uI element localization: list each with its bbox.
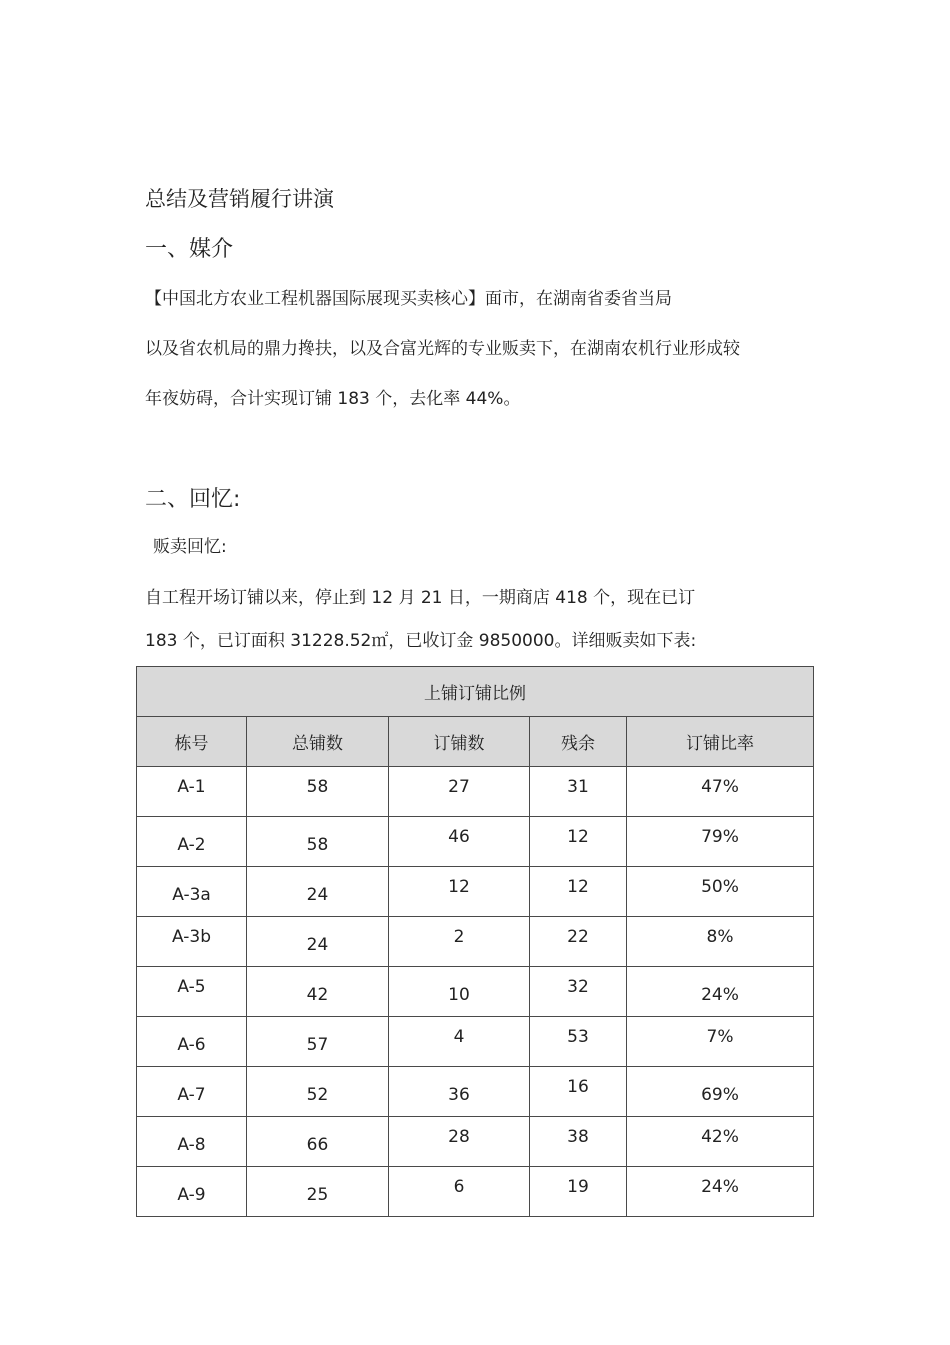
table-cell: 66 bbox=[306, 1135, 329, 1155]
table-row bbox=[137, 1067, 814, 1117]
table-cell: 27 bbox=[448, 777, 470, 797]
table-cell: 58 bbox=[306, 777, 329, 797]
table-cell: 28 bbox=[448, 1127, 470, 1147]
table-cell: A-9 bbox=[177, 1185, 206, 1205]
table-cell: 16 bbox=[567, 1077, 589, 1097]
table-cell: 69% bbox=[701, 1085, 739, 1105]
table-cell: 24 bbox=[306, 885, 329, 905]
table-cell: A-5 bbox=[177, 977, 206, 997]
section1-heading: 一、媒介 bbox=[145, 237, 234, 262]
table-cell: 4 bbox=[453, 1027, 465, 1047]
table-cell: 57 bbox=[306, 1035, 329, 1055]
table-cell: 50% bbox=[701, 877, 739, 897]
table-cell: 8% bbox=[706, 927, 734, 947]
table-cell: 42% bbox=[701, 1127, 739, 1147]
table-cell: 79% bbox=[701, 827, 739, 847]
section1-paragraph-line: 以及省农机局的鼎力搀扶，以及合富光辉的专业贩卖下，在湖南农机行业形成较 bbox=[145, 339, 740, 359]
table-cell: A-6 bbox=[177, 1035, 206, 1055]
table-cell: A-7 bbox=[177, 1085, 206, 1105]
table-row bbox=[137, 767, 814, 817]
table-cell: 42 bbox=[306, 985, 329, 1005]
table-cell: 24% bbox=[701, 1177, 739, 1197]
table-cell: 25 bbox=[306, 1185, 329, 1205]
sales-table bbox=[136, 666, 814, 1217]
column-header: 栋号 bbox=[137, 717, 247, 767]
section2-paragraph-line: 183 个，已订面积 31228.52㎡，已收订金 9850000。详细贩卖如下表: bbox=[145, 631, 697, 651]
table-cell: 32 bbox=[567, 977, 589, 997]
table-cell: 47% bbox=[701, 777, 739, 797]
column-header: 订铺数 bbox=[389, 717, 530, 767]
section1-paragraph-line: 年夜妨碍，合计实现订铺 183 个，去化率 44%。 bbox=[145, 389, 521, 409]
table-row bbox=[137, 1117, 814, 1167]
table-row bbox=[137, 1167, 814, 1217]
table-cell: 46 bbox=[448, 827, 470, 847]
table-cell: 31 bbox=[567, 777, 589, 797]
table-cell: A-2 bbox=[177, 835, 206, 855]
table-cell: A-3a bbox=[172, 885, 211, 905]
column-header: 订铺比率 bbox=[627, 717, 814, 767]
table-row bbox=[137, 967, 814, 1017]
table-row bbox=[137, 1017, 814, 1067]
table-caption: 上铺订铺比例 bbox=[137, 667, 814, 717]
table-cell: A-1 bbox=[177, 777, 206, 797]
table-cell: 24% bbox=[701, 985, 739, 1005]
table-row bbox=[137, 817, 814, 867]
section2-heading: 二、回忆: bbox=[145, 487, 241, 512]
table-cell: A-3b bbox=[172, 927, 211, 947]
table-cell: 10 bbox=[448, 985, 470, 1005]
table-cell: 6 bbox=[453, 1177, 465, 1197]
table-cell: 7% bbox=[706, 1027, 734, 1047]
table-cell: 22 bbox=[567, 927, 589, 947]
table-row bbox=[137, 867, 814, 917]
section1-paragraph-line: 【中国北方农业工程机器国际展现买卖核心】面市，在湖南省委省当局 bbox=[145, 289, 672, 309]
table-cell: 58 bbox=[306, 835, 329, 855]
table-cell: 53 bbox=[567, 1027, 589, 1047]
table-row bbox=[137, 917, 814, 967]
document-title: 总结及营销履行讲演 bbox=[145, 187, 334, 211]
table-cell: 24 bbox=[306, 935, 329, 955]
section2-subheading: 贩卖回忆: bbox=[153, 537, 227, 557]
table-cell: 19 bbox=[567, 1177, 589, 1197]
table-cell: A-8 bbox=[177, 1135, 206, 1155]
section2-paragraph-line: 自工程开场订铺以来，停止到 12 月 21 日，一期商店 418 个，现在已订 bbox=[145, 588, 696, 608]
table-cell: 38 bbox=[567, 1127, 589, 1147]
table-cell: 12 bbox=[448, 877, 470, 897]
table-cell: 36 bbox=[448, 1085, 470, 1105]
table-cell: 12 bbox=[567, 877, 589, 897]
table-cell: 52 bbox=[306, 1085, 329, 1105]
table-cell: 12 bbox=[567, 827, 589, 847]
column-header: 残余 bbox=[530, 717, 627, 767]
column-header: 总铺数 bbox=[247, 717, 389, 767]
table-cell: 2 bbox=[453, 927, 465, 947]
